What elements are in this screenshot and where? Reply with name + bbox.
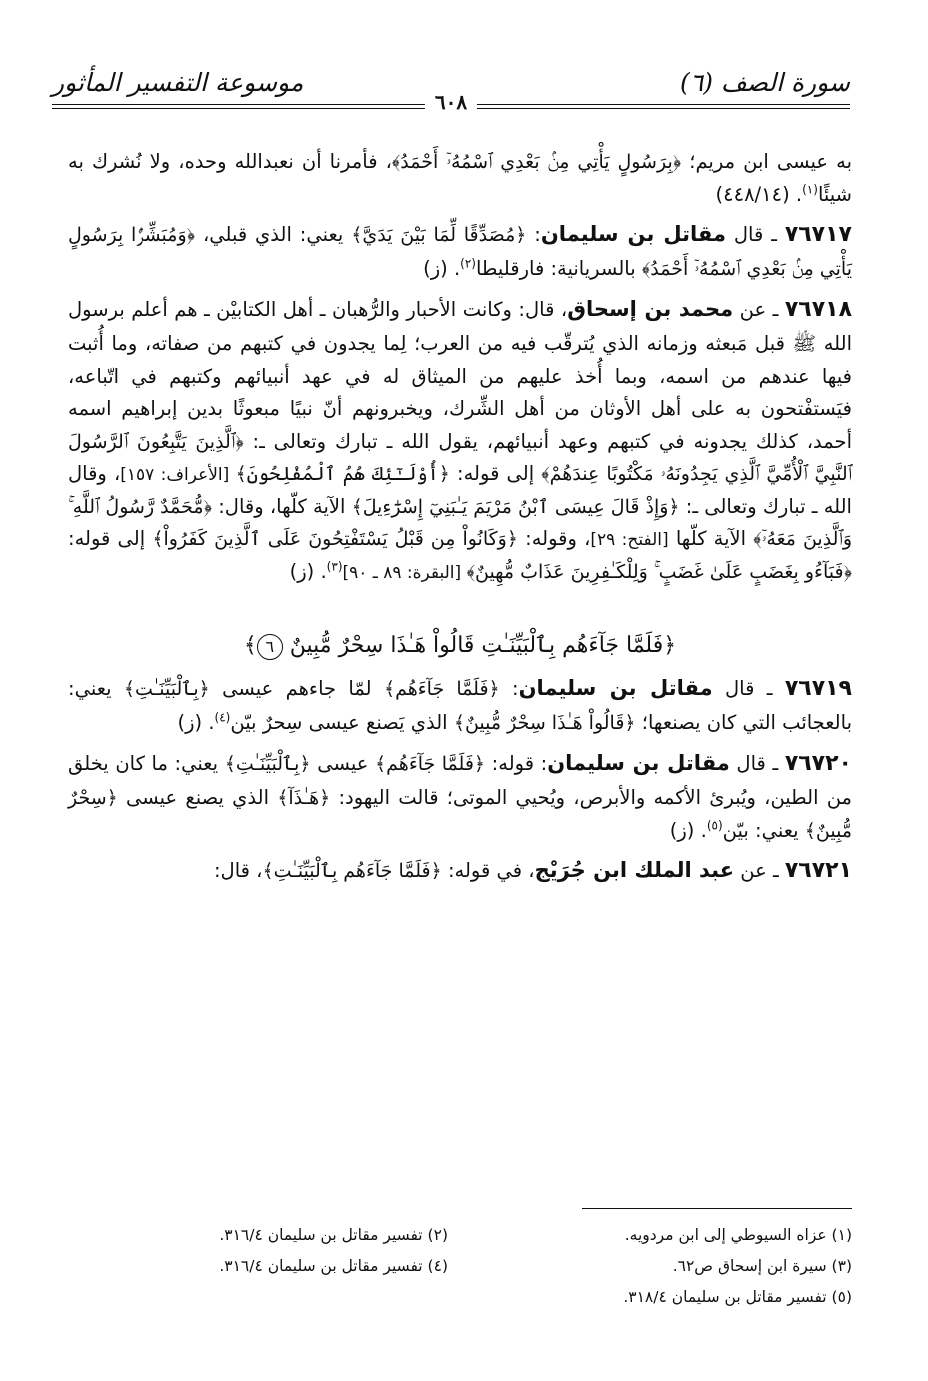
verse-close-bracket: ﴾ [243,633,257,659]
text: : قوله: [485,751,548,775]
narrator-name: مقاتل بن سليمان [540,221,726,246]
running-header [52,62,850,112]
text: بالسريانية: فارقليطا [475,257,642,281]
text: لمّا جاءهم عيسى [209,676,384,700]
verse-heading [68,628,852,665]
page-body [68,146,852,896]
text: يعني: الذي قبلي، [195,222,352,246]
narrator-name: مقاتل بن سليمان [547,750,730,775]
text: . (٤٤٨/١٤) [715,182,803,206]
quran-quote: ﴿وَإِذْ قَالَ عِيسَى ٱبْنُ مَرْيَمَ يَـٰبَنِيٓ إِسْرَٰٓءِيلَ﴾ [351,495,680,518]
text: يعني: بيّن [722,818,805,842]
book-title: موسوعة التفسير المأثور [52,68,304,97]
surah-title: سورة الصف (٦) [679,68,850,97]
text: إلى قوله: [68,527,153,551]
quran-quote: ﴿فَلَمَّا جَآءَهُم بِٱلْبَيِّنَـٰتِ﴾ [262,860,442,883]
text: ، في قوله: [441,859,535,883]
quran-quote: ﴿بِٱلْبَيِّنَـٰتِ﴾ [123,677,210,700]
footnote-marker: (١) [802,182,818,197]
text: ، وقال الله ـ تبارك وتعالى ـ: [68,462,852,518]
quran-quote: ﴿سِحْرٌ مُّبِينٌ﴾ [68,787,852,842]
footnote-2: (٢) تفسير مقاتل بن سليمان ٣١٦/٤. [219,1226,448,1244]
verse-reference: [الفتح: ٢٩] [590,530,669,551]
page-number: ٦٠٨ [425,90,477,114]
text: : [526,222,541,246]
text: الذي يَصنع عيسى سِحرٌ بيّن [230,711,454,735]
text: ـ قال [725,222,785,246]
footnotes-left-column [68,1220,448,1282]
quran-quote: ﴿فَلَمَّا جَآءَهُم﴾ [375,752,486,775]
text: ـ عن [734,859,785,883]
text: الذي يصنع عيسى [117,786,278,810]
footnote-4: (٤) تفسير مقاتل بن سليمان ٣١٦/٤. [219,1257,448,1275]
paragraph-continuation [68,146,852,211]
footnote-3: (٣) سيرة ابن إسحاق ص٦٢. [672,1257,852,1275]
quran-quote: ﴿قَالُواْ هَـٰذَا سِحْرٌ مُّبِينٌ﴾ [453,712,636,735]
narration-76721 [68,853,852,890]
text: . (ز) [289,559,327,583]
quran-quote: ﴿وَمُبَشِّرًۢا بِرَسُولٍ يَأْتِي مِنۢ بَعْدِي ٱسْمُهُۥٓ أَحْمَدُ﴾ [68,223,852,281]
text: ـ عن [733,297,785,321]
footnote-1: (١) عزاه السيوطي إلى ابن مردويه. [624,1226,852,1244]
text: . (ز) [423,257,461,281]
narration-number: ٧٦٧١٩ [784,675,852,701]
text: ، فأمرنا أن نعبدالله وحده، ولا نُشرك به شيئًا [68,150,852,206]
footnote-5: (٥) تفسير مقاتل بن سليمان ٣١٨/٤. [623,1288,852,1306]
quran-quote: ﴿مُّحَمَّدٌ رَّسُولُ ٱللَّهِ ۚ وَٱلَّذِينَ مَعَهُۥٓ﴾ [68,495,853,551]
narration-76719 [68,671,852,740]
footnote-marker: (٤) [214,710,231,725]
footnote-marker: (٣) [326,559,343,574]
verse-reference: [البقرة: ٨٩ ـ ٩٠] [342,562,467,583]
quran-quote: ﴿مُصَدِّقًا لِّمَا بَيْنَ يَدَيَّ﴾ [351,223,527,246]
footnote-marker: (٥) [706,818,723,833]
narration-number: ٧٦٧١٧ [784,221,852,247]
narrator-name: مقاتل بن سليمان [518,675,713,700]
text: ، قال: [213,859,263,883]
text: ، وقوله: [517,527,591,551]
quran-quote: ﴿فَلَمَّا جَآءَهُم﴾ [383,677,500,700]
narrator-name: عبد الملك ابن جُرَيْج [534,858,735,883]
text: . (ز) [177,711,215,735]
text: : [499,676,519,700]
narration-number: ٧٦٧٢٠ [784,750,852,776]
verse-reference: [الأعراف: ١٥٧] [120,465,236,486]
footnotes-right-column [472,1220,852,1313]
quran-quote: ﴿بِٱلْبَيِّنَـٰتِ﴾ [224,752,311,775]
text: ـ قال [729,751,785,775]
footnote-marker: (٢) [460,256,476,271]
narration-76718 [68,292,852,588]
text: يعني: بالعجائب التي كان يصنعها؛ [68,676,852,735]
text: إلى قوله: [449,462,542,486]
quran-quote: ﴿فَبَآءُو بِغَضَبٍ عَلَىٰ غَضَبٍ ۚ وَلِلْكَـٰفِرِينَ عَذَابٌ مُّهِينٌ﴾ [466,560,852,583]
quran-quote: ﴿ٱلَّذِينَ يَتَّبِعُونَ ٱلرَّسُولَ ٱلنَّبِيَّ ٱلْأُمِّيَّ ٱلَّذِي يَجِدُونَهُۥ مَكْتُوبًا عِندَهُمْ﴾ [68,430,852,486]
quran-quote: ﴿أُوْلَـٰٓئِكَ هُمُ ٱلْمُفْلِحُونَ﴾ [235,463,450,486]
verse-number-marker: ٦ [257,634,283,660]
text: ، قال: وكانت الأحبار والرُّهبان ـ أهل الكتابيْن ـ هم أعلم برسول الله ﷺ قبل مَبعثه وزمانه الذي يُترقّب فيه من العرب؛ لِما يجدون في كتبهم من صفاته، وما أُثبت فيها عندهم من اسمه، وبما أُخذ عليهم من الميثاق له في عهد أنبيائهم وكتبهم في اتّباعه، فيَستفْتحون به على أهل الأوثان من أهل الشِّرك، ويخبرونهم أنّ نبيًا مبعوثًا بدين إبراهيم اسمه أحمد، كذلك يجدونه في كتبهم وعهد أنبيائهم، يقول الله ـ تبارك وتعالى ـ: [68,297,852,453]
text: . (ز) [669,818,707,842]
text: عيسى [310,751,376,775]
footnote-separator [582,1208,852,1209]
text: الآية كلّها، وقال: [212,494,352,518]
quran-quote: ﴿وَكَانُواْ مِن قَبْلُ يَسْتَفْتِحُونَ عَلَى ٱلَّذِينَ كَفَرُواْ﴾ [152,528,518,551]
verse-text: ﴿فَلَمَّا جَآءَهُم بِٱلْبَيِّنَـٰتِ قَالُواْ هَـٰذَا سِحْرٌ مُّبِينٌ [289,633,677,659]
quran-quote: ﴿بِرَسُولٍ يَأْتِي مِنۢ بَعْدِي ٱسْمُهُۥٓ أَحْمَدُ﴾ [391,151,682,173]
narration-76717 [68,217,852,286]
narrator-name: محمد بن إسحاق [567,296,734,321]
narration-number: ٧٦٧١٨ [784,296,852,322]
narration-number: ٧٦٧٢١ [784,858,852,884]
text: الآية كلّها [668,527,754,551]
quran-quote: ﴿هَـٰذَآ﴾ [277,787,331,810]
narration-76720 [68,746,852,848]
text: يعني: ما كان يخلق من الطين، ويُبرئ الأكمه والأبرص، ويُحيي الموتى؛ قالت اليهود: [68,751,852,810]
text: به عيسى ابن مريم؛ [681,150,853,173]
text: ـ قال [712,676,785,700]
